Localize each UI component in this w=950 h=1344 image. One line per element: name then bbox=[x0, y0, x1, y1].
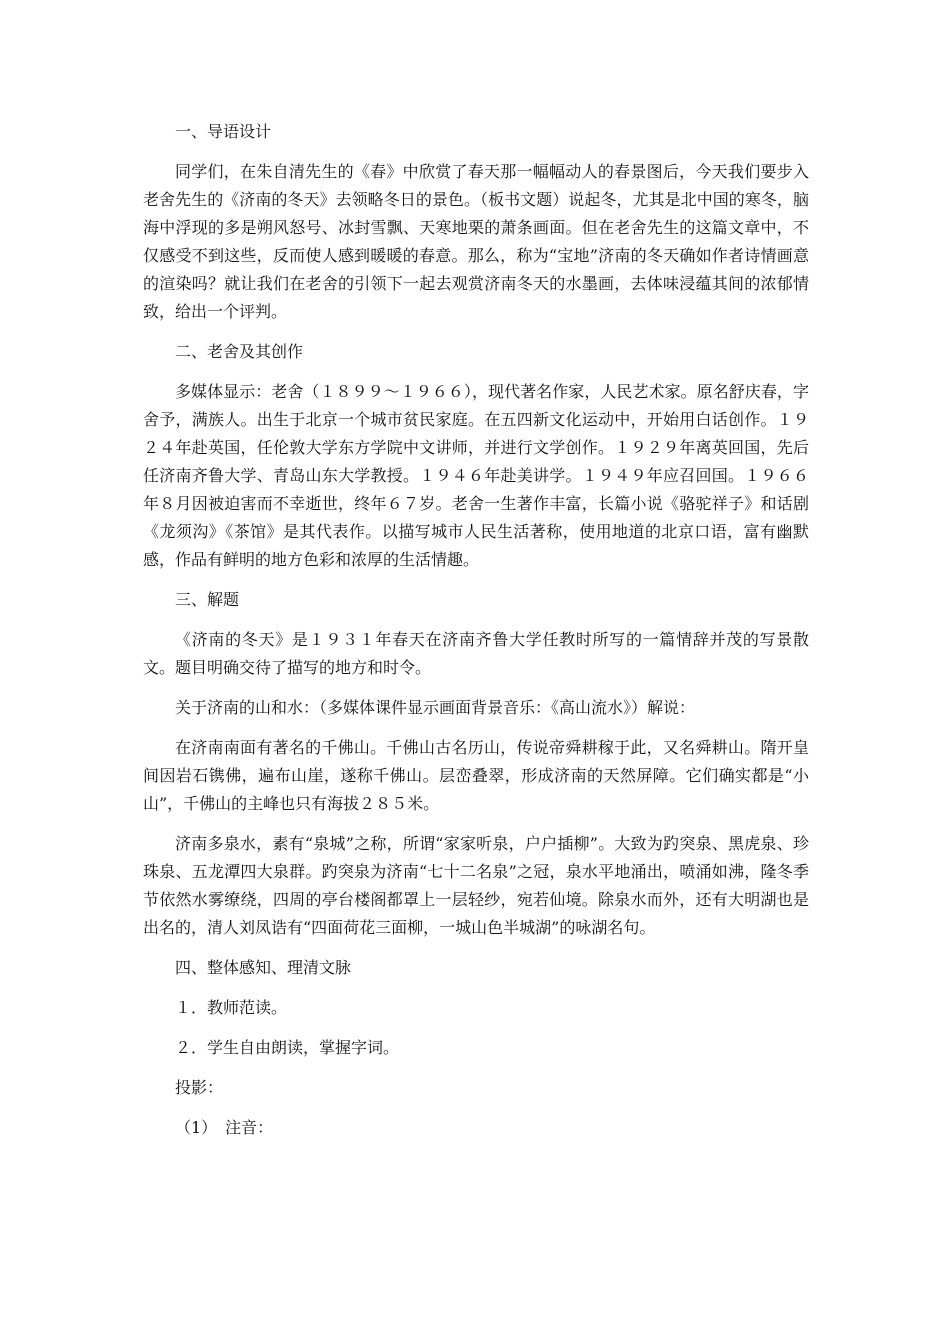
list-item: （1） 注音： bbox=[175, 1118, 274, 1137]
document-body bbox=[143, 118, 809, 1154]
section-heading-title-analysis: 三、解题 bbox=[175, 590, 240, 609]
mountain-paragraph: 在济南南面有著名的千佛山。千佛山古名历山，传说帝舜耕稼于此，又名舜耕山。隋开皇间因岩石镌佛，遍布山崖，遂称千佛山。层峦叠翠，形成济南的天然屏障。它们确实都是“小山”，千佛山的主峰也只有海拔２８５米。 bbox=[143, 738, 809, 813]
list-item: １．教师范读。 bbox=[175, 998, 288, 1017]
section-heading-author: 二、老舍及其创作 bbox=[175, 342, 304, 361]
intro-paragraph: 同学们，在朱自清先生的《春》中欣赏了春天那一幅幅动人的春景图后，今天我们要步入老舍先生的《济南的冬天》去领略冬日的景色。（板书文题）说起冬，尤其是北中国的寒冬，脑海中浮现的多是朔风怒号、冰封雪飘、天寒地栗的萧条画面。但在老舍先生的这篇文章中，不仅感受不到这些，反而使人感到暖暖的春意。那么，称为“宝地”济南的冬天确如作者诗情画意的渲染吗？就让我们在老舍的引领下一起去观赏济南冬天的水墨画，去体味浸蕴其间的浓郁情致，给出一个评判。 bbox=[143, 162, 809, 321]
section-heading-overall-perception: 四、整体感知、理清文脉 bbox=[175, 958, 352, 977]
mountain-water-intro-paragraph: 关于济南的山和水：（多媒体课件显示画面背景音乐：《高山流水》）解说： bbox=[175, 698, 696, 717]
author-paragraph: 多媒体显示：老舍（１８９９～１９６６），现代著名作家，人民艺术家。原名舒庆春，字舍予，满族人。出生于北京一个城市贫民家庭。在五四新文化运动中，开始用白话创作。１９２４年赴英国，任伦敦大学东方学院中文讲师，并进行文学创作。１９２９年离英回国，先后任济南齐鲁大学、青岛山东大学教授。１９４６年赴美讲学。１９４９年应召回国。１９６６年８月因被迫害而不幸逝世，终年６７岁。老舍一生著作丰富，长篇小说《骆驼祥子》和话剧《龙须沟》《茶馆》是其代表作。以描写城市人民生活著称，使用地道的北京口语，富有幽默感，作品有鲜明的地方色彩和浓厚的生活情趣。 bbox=[143, 382, 809, 569]
list-item: ２．学生自由朗读，掌握字词。 bbox=[175, 1038, 400, 1057]
title-analysis-paragraph: 《济南的冬天》是１９３１年春天在济南齐鲁大学任教时所写的一篇情辞并茂的写景散文。题目明确交待了描写的地方和时令。 bbox=[143, 630, 809, 677]
spring-water-paragraph: 济南多泉水，素有“泉城”之称，所谓“家家听泉，户户插柳”。大致为趵突泉、黑虎泉、珍珠泉、五龙潭四大泉群。趵突泉为济南“七十二名泉”之冠，泉水平地涌出，喷涌如沸，隆冬季节依然水雾缭绕，四周的亭台楼阁都罩上一层轻纱，宛若仙境。除泉水而外，还有大明湖也是出名的，清人刘凤诰有“四面荷花三面柳，一城山色半城湖”的咏湖名句。 bbox=[143, 834, 809, 937]
section-heading-intro: 一、导语设计 bbox=[175, 122, 272, 141]
list-item: 投影： bbox=[175, 1078, 224, 1097]
